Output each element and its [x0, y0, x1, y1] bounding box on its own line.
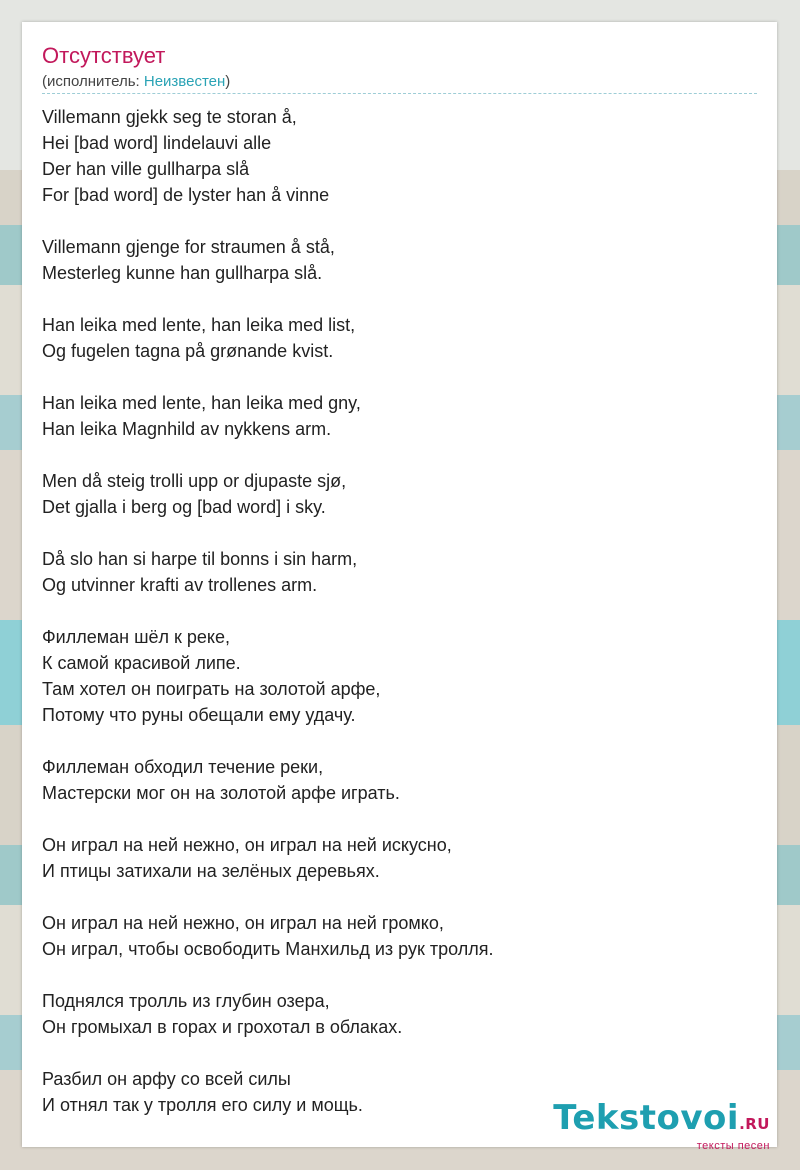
- lyric-line: Потому что руны обещали ему удачу.: [42, 705, 356, 725]
- logo-tld: .RU: [739, 1115, 770, 1133]
- stanza: [42, 624, 757, 728]
- logo-wordmark: [553, 1100, 770, 1142]
- site-logo[interactable]: [553, 1100, 770, 1152]
- logo-tagline: тексты песен: [696, 1140, 770, 1152]
- stanza: [42, 468, 757, 520]
- lyric-line: Разбил он арфу со всей силы: [42, 1069, 291, 1089]
- lyric-line: Han leika Magnhild av nykkens arm.: [42, 419, 332, 439]
- lyric-line: Там хотел он поиграть на золотой арфе,: [42, 679, 381, 699]
- stanza: [42, 234, 757, 286]
- logo-name: Tekstovoi: [553, 1098, 740, 1138]
- artist-link[interactable]: Неизвестен: [143, 73, 226, 90]
- lyric-line: И отнял так у тролля его силу и мощь.: [42, 1095, 363, 1115]
- lyrics-card: [22, 22, 777, 1147]
- lyric-line: Hei [bad word] lindelauvi alle: [42, 133, 272, 153]
- lyric-line: К самой красивой липе.: [42, 653, 241, 673]
- lyric-line: Men då steig trolli upp or djupaste sjø,: [42, 471, 347, 491]
- stanza: [42, 910, 757, 962]
- lyric-line: Han leika med lente, han leika med gny,: [42, 393, 361, 413]
- song-title: Отсутствует: [42, 43, 166, 68]
- stanza: [42, 104, 757, 208]
- artist-line: [42, 72, 230, 92]
- lyric-line: Han leika med lente, han leika med list,: [42, 315, 356, 335]
- lyric-line: For [bad word] de lyster han å vinne: [42, 185, 330, 205]
- lyric-line: Он играл, чтобы освободить Манхильд из рук тролля.: [42, 939, 494, 959]
- lyric-line: Det gjalla i berg og [bad word] i sky.: [42, 497, 326, 517]
- lyric-line: Og fugelen tagna på grønande kvist.: [42, 341, 334, 361]
- stanza: [42, 754, 757, 806]
- lyric-line: Филлеман шёл к реке,: [42, 627, 231, 647]
- lyric-line: И птицы затихали на зелёных деревьях.: [42, 861, 380, 881]
- lyric-line: Villemann gjekk seg te storan å,: [42, 107, 297, 127]
- lyrics-body: [42, 104, 757, 1144]
- stanza: [42, 988, 757, 1040]
- lyric-line: Филлеман обходил течение реки,: [42, 757, 324, 777]
- stanza: [42, 390, 757, 442]
- lyric-line: Мастерски мог он на золотой арфе играть.: [42, 783, 400, 803]
- artist-prefix: (исполнитель:: [42, 73, 144, 90]
- stanza: [42, 312, 757, 364]
- lyric-line: Он играл на ней нежно, он играл на ней искусно,: [42, 835, 452, 855]
- lyric-line: Mesterleg kunne han gullharpa slå.: [42, 263, 323, 283]
- lyric-line: Он громыхал в горах и грохотал в облаках.: [42, 1017, 403, 1037]
- stanza: [42, 546, 757, 598]
- divider: [42, 93, 757, 94]
- artist-suffix: ): [225, 73, 231, 90]
- stanza: [42, 832, 757, 884]
- lyric-line: Поднялся тролль из глубин озера,: [42, 991, 330, 1011]
- lyric-line: Og utvinner krafti av trollenes arm.: [42, 575, 318, 595]
- lyric-line: Då slo han si harpe til bonns i sin harm,: [42, 549, 358, 569]
- lyric-line: Der han ville gullharpa slå: [42, 159, 250, 179]
- lyric-line: Он играл на ней нежно, он играл на ней громко,: [42, 913, 444, 933]
- lyric-line: Villemann gjenge for straumen å stå,: [42, 237, 335, 257]
